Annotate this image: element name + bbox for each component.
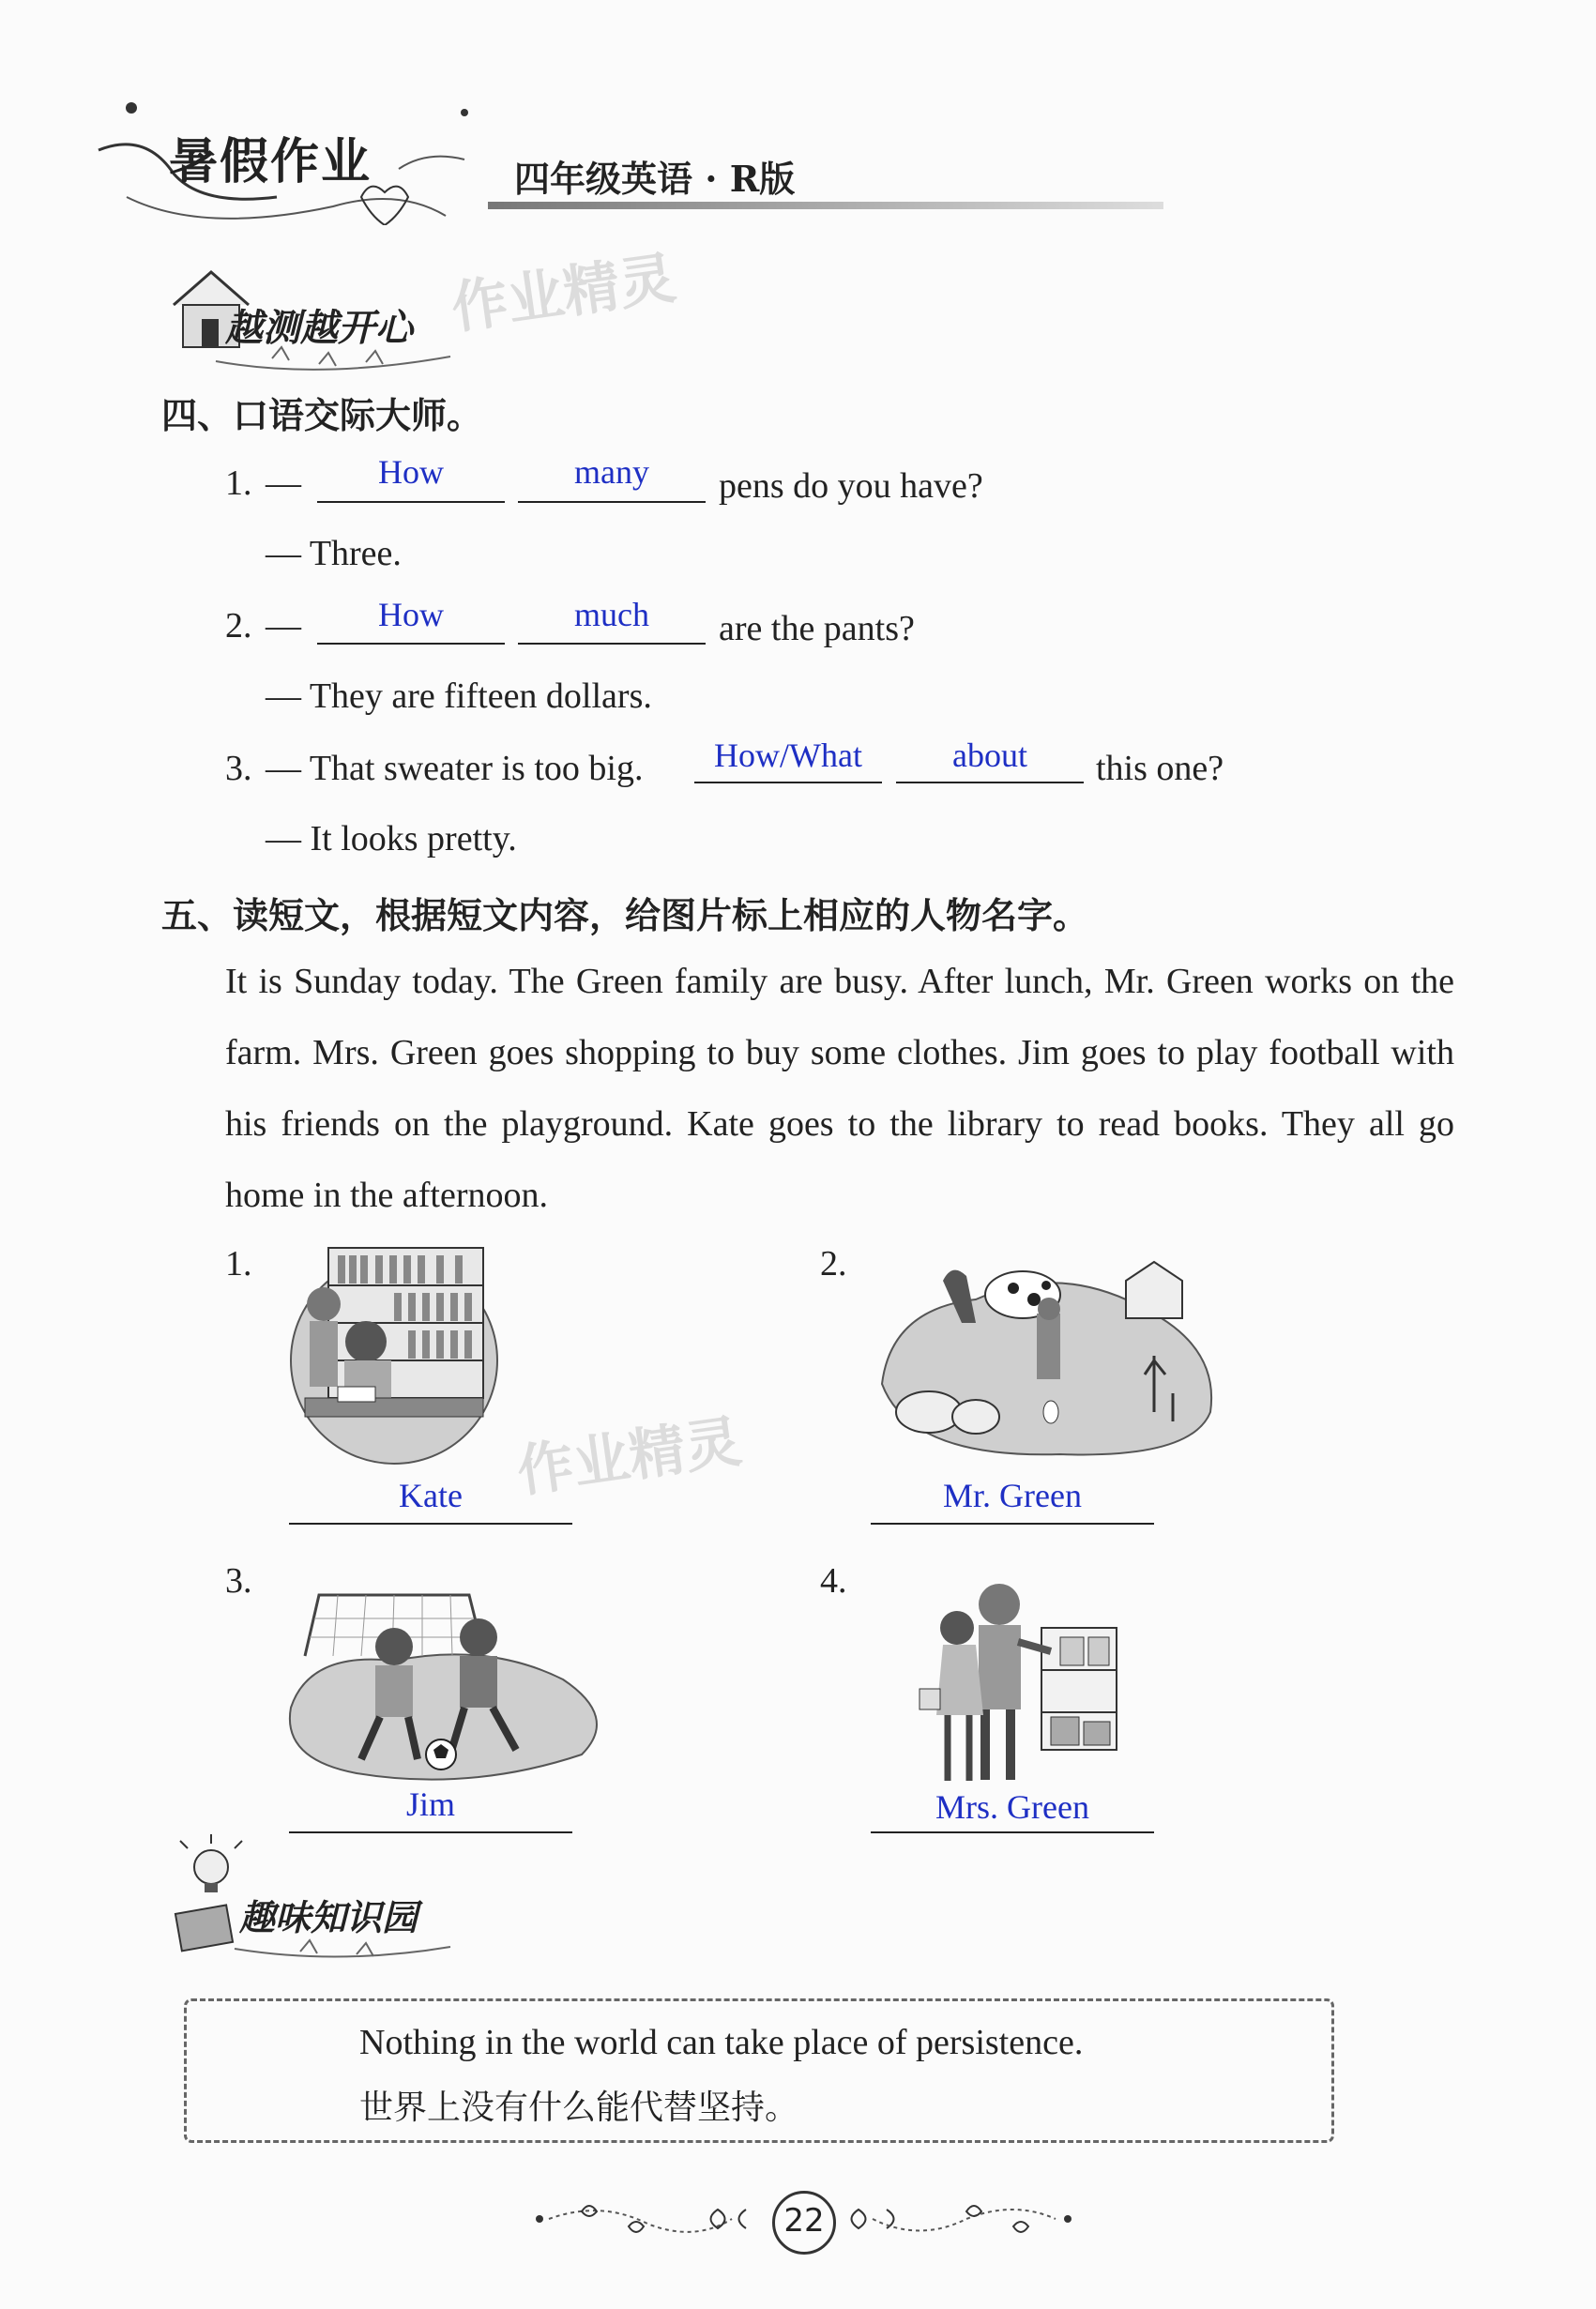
item2-number: 2. bbox=[225, 606, 252, 646]
header-rule bbox=[488, 202, 1163, 209]
football-picture bbox=[281, 1576, 610, 1787]
item3-reply: — It looks pretty. bbox=[266, 819, 517, 858]
farm-scene-icon bbox=[873, 1243, 1220, 1464]
quote-english: Nothing in the world can take place of persistence. bbox=[359, 2023, 1084, 2062]
header-logo bbox=[89, 94, 483, 225]
item1-suffix: pens do you have? bbox=[719, 466, 983, 506]
section-badge-label: 越测越开心 bbox=[225, 306, 413, 350]
section-badge bbox=[160, 253, 469, 375]
quote-chinese: 世界上没有什么能代替坚持。 bbox=[359, 2089, 799, 2127]
item2-answer2: much bbox=[574, 596, 649, 633]
logo-text: 暑假作业 bbox=[169, 134, 372, 190]
football-scene-icon bbox=[281, 1576, 610, 1787]
item2-prefix: — bbox=[266, 606, 301, 646]
library-picture bbox=[286, 1238, 511, 1473]
pic3-number: 3. bbox=[225, 1561, 252, 1601]
item2-suffix: are the pants? bbox=[719, 609, 915, 648]
item3-prefix: — That sweater is too big. bbox=[266, 749, 644, 788]
item3-suffix: this one? bbox=[1096, 749, 1224, 788]
part5-passage: It is Sunday today. The Green family are busy. After lunch, Mr. Green works on the farm. Mrs. Green goes shopping to buy some clothes. Jim goes to play football with his friends on the playground. Kate goes to the library to read books. They all go home in the afternoon. bbox=[225, 962, 1454, 1215]
item2-answer1: How bbox=[378, 596, 444, 633]
book-title: 四年级英语 · R版 bbox=[514, 158, 796, 200]
watermark-2: 作业精灵 bbox=[512, 1408, 746, 1506]
pic1-answer: Kate bbox=[399, 1477, 463, 1514]
item2-reply: — They are fifteen dollars. bbox=[266, 676, 652, 716]
item1-reply: — Three. bbox=[266, 534, 402, 573]
pic2-answer: Mr. Green bbox=[943, 1477, 1082, 1514]
fun-badge bbox=[169, 1834, 469, 1966]
vine-ornament-icon bbox=[525, 2191, 760, 2247]
farm-picture bbox=[873, 1243, 1220, 1464]
item1-answer2: many bbox=[574, 453, 649, 491]
pic4-answer: Mrs. Green bbox=[935, 1788, 1089, 1826]
vine-ornament-icon bbox=[844, 2191, 1079, 2247]
item1-number: 1. bbox=[225, 463, 252, 503]
footer-ornament-left bbox=[525, 2191, 760, 2247]
pic1-number: 1. bbox=[225, 1244, 252, 1284]
library-scene-icon bbox=[286, 1238, 511, 1473]
part4-heading: 四、口语交际大师。 bbox=[161, 395, 483, 436]
shopping-scene-icon bbox=[905, 1576, 1131, 1792]
pic3-answer: Jim bbox=[405, 1785, 455, 1823]
footer-ornament-right bbox=[844, 2191, 1079, 2247]
pic2-number: 2. bbox=[820, 1244, 847, 1284]
item3-number: 3. bbox=[225, 749, 252, 788]
item1-answer1: How bbox=[378, 453, 444, 491]
item3-answer1: How/What bbox=[714, 737, 862, 774]
pic4-number: 4. bbox=[820, 1561, 847, 1601]
shopping-picture bbox=[905, 1576, 1131, 1792]
watermark: 作业精灵 bbox=[447, 245, 680, 342]
page-number: 22 bbox=[783, 2202, 825, 2240]
item1-prefix: — bbox=[266, 463, 301, 503]
item3-answer2: about bbox=[952, 737, 1027, 774]
fun-badge-label: 趣味知识园 bbox=[239, 1896, 418, 1938]
part5-heading: 五、读短文，根据短文内容，给图片标上相应的人物名字。 bbox=[161, 895, 1089, 936]
